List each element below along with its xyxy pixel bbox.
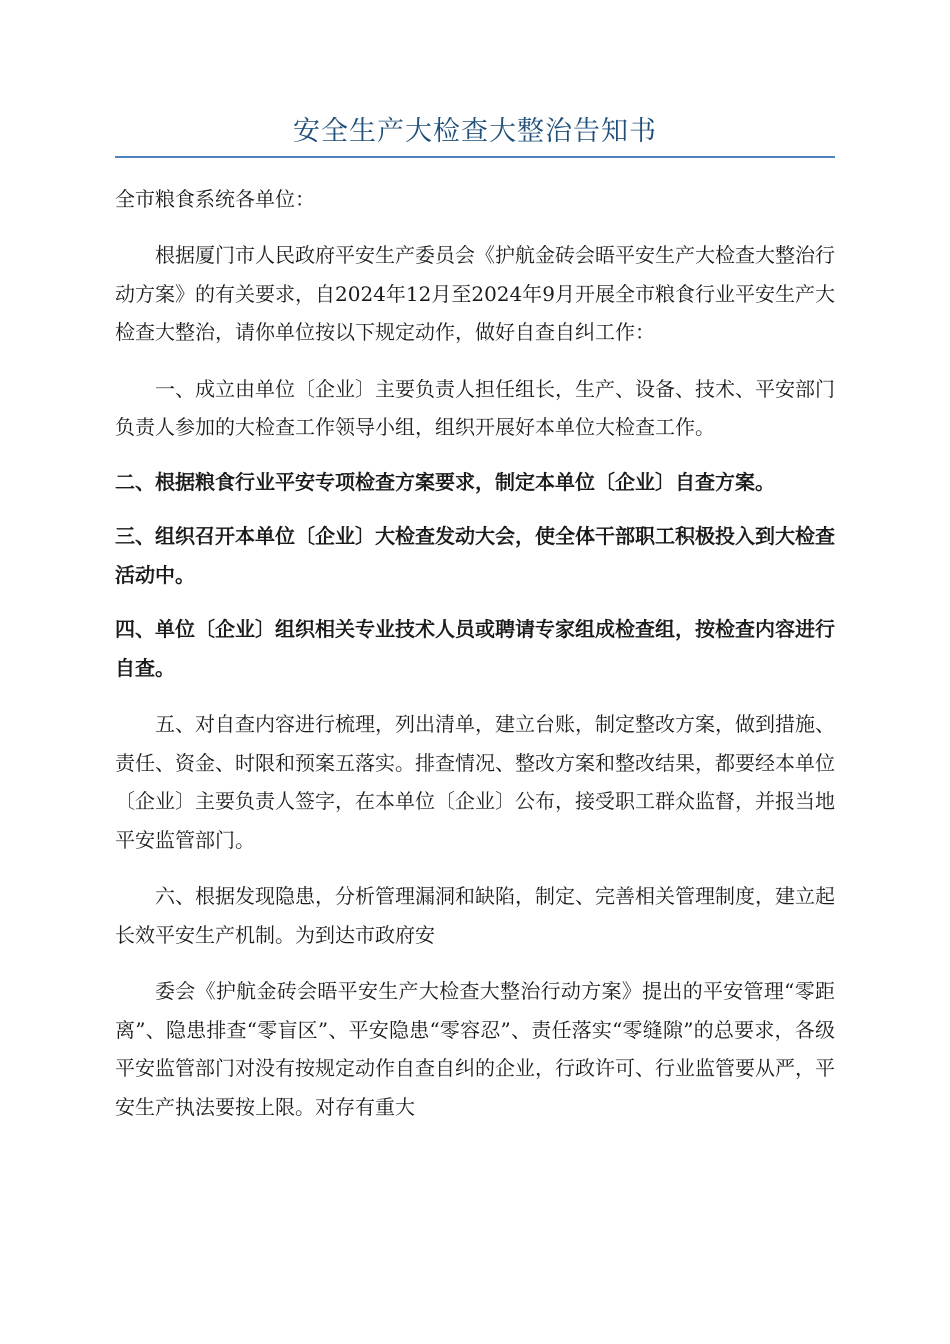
paragraph-item-4: 四、单位〔企业〕组织相关专业技术人员或聘请专家组成检查组，按检查内容进行自查。 [115,617,835,680]
paragraph-item-5: 五、对自查内容进行梳理，列出清单，建立台账，制定整改方案，做到措施、责任、资金、时限和预案五落实。排查情况、整改方案和整改结果，都要经本单位〔企业〕主要负责人签字，在本单位〔企业〕公布，接受职工群众监督，并报当地平安监管部门。 [115,712,835,852]
paragraph-intro: 根据厦门市人民政府平安生产委员会《护航金砖会晤平安生产大检查大整治行动方案》的有关要求，自2024年12月至2024年9月开展全市粮食行业平安生产大检查大整治，请你单位按以下规定动作，做好自查自纠工作： [115,243,835,344]
paragraph-item-6: 六、根据发现隐患，分析管理漏洞和缺陷，制定、完善相关管理制度，建立起长效平安生产机制。为到达市政府安 [115,884,835,947]
paragraph-continuation: 委会《护航金砖会晤平安生产大检查大整治行动方案》提出的平安管理“零距离”、隐患排查“零盲区”、平安隐患“零容忍”、责任落实“零缝隙”的总要求，各级平安监管部门对没有按规定动作自查自纠的企业，行政许可、行业监管要从严，平安生产执法要按上限。对存有重大 [115,979,835,1119]
document-title: 安全生产大检查大整治告知书 [115,110,835,158]
document-page [115,110,835,1126]
paragraph-item-3: 三、组织召开本单位〔企业〕大检查发动大会，使全体干部职工积极投入到大检查活动中。 [115,524,835,587]
salutation: 全市粮食系统各单位： [115,187,315,211]
paragraph-item-2: 二、根据粮食行业平安专项检查方案要求，制定本单位〔企业〕自查方案。 [115,469,775,494]
paragraph-item-1: 一、成立由单位〔企业〕主要负责人担任组长，生产、设备、技术、平安部门负责人参加的大检查工作领导小组，组织开展好本单位大检查工作。 [115,376,835,439]
